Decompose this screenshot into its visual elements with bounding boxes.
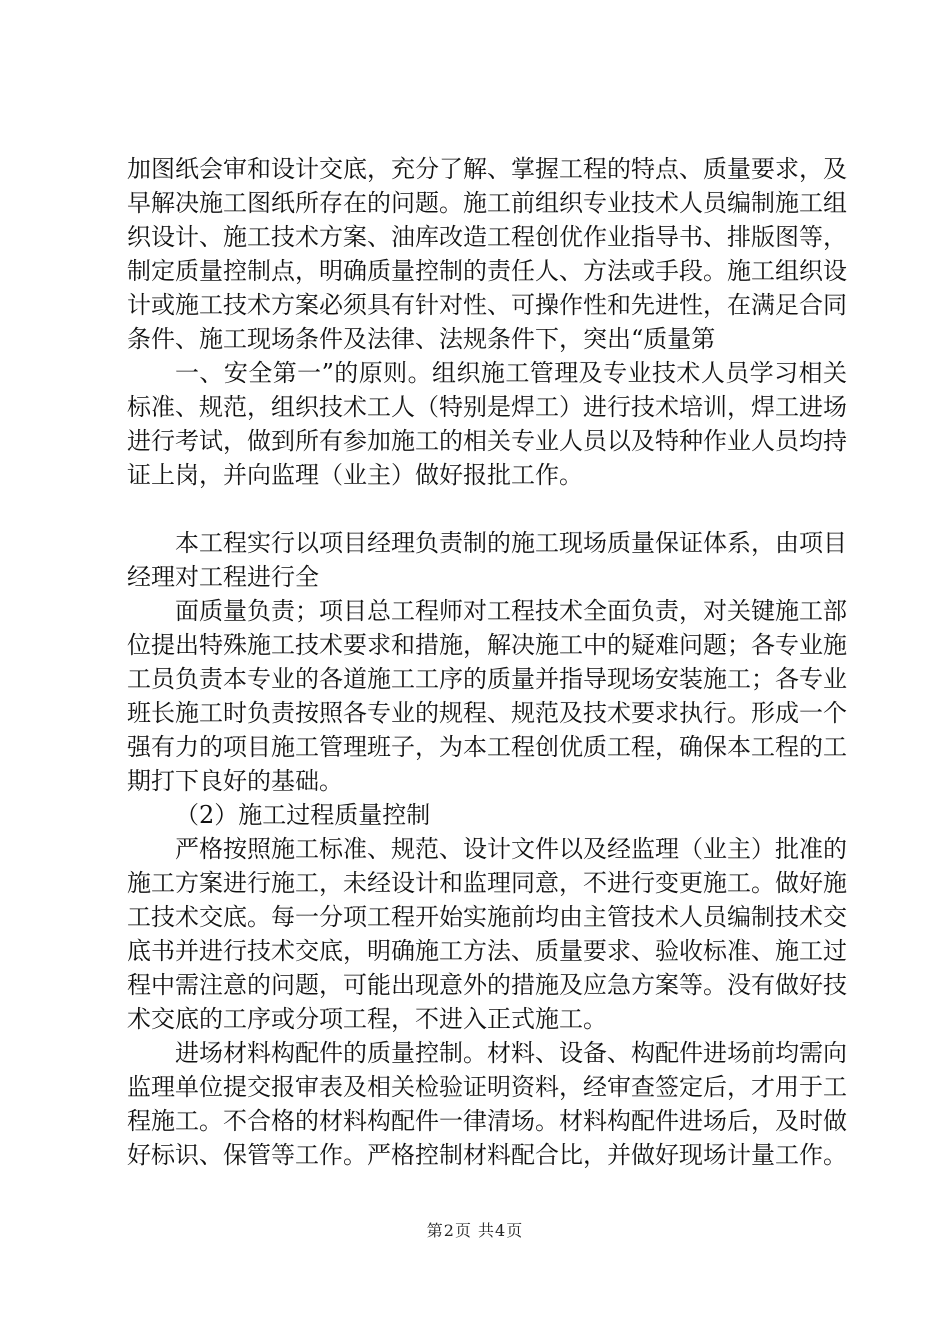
paragraph-responsibilities: 面质量负责；项目总工程师对工程技术全面负责，对关键施工部位提出特殊施工技术要求和措施，解决施工中的疑难问题；各专业施工员负责本专业的各道施工工序的质量并指导现场安装施工；各专业班长施工时负责按照各专业的规程、规范及技术要求执行。形成一个强有力的项目施工管理班子，为本工程创优质工程，确保本工程的工期打下良好的基础。: [127, 597, 847, 795]
section-heading-process-control: （2）施工过程质量控制: [175, 801, 431, 829]
paragraph-quality-system: 本工程实行以项目经理负责制的施工现场质量保证体系，由项目经理对工程进行全: [127, 529, 847, 591]
paragraph-materials-control: 进场材料构配件的质量控制。材料、设备、构配件进场前均需向监理单位提交报审表及相关检验证明资料，经审查签定后，才用于工程施工。不合格的材料构配件一律清场。材料构配件进场后，及时做好标识、保管等工作。严格控制材料配合比，并做好现场计量工作。: [127, 1039, 847, 1169]
paragraph-safety-first: 一、安全第一”的原则。组织施工管理及专业技术人员学习相关标准、规范，组织技术工人（特别是焊工）进行技术培训，焊工进场进行考试，做到所有参加施工的相关专业人员以及特种作业人员均持证上岗，并向监理（业主）做好报批工作。: [127, 359, 847, 489]
paragraph-drawing-review: 加图纸会审和设计交底，充分了解、掌握工程的特点、质量要求，及早解决施工图纸所存在的问题。施工前组织专业技术人员编制施工组织设计、施工技术方案、油库改造工程创优作业指导书、排版图等，制定质量控制点，明确质量控制的责任人、方法或手段。施工组织设计或施工技术方案必须具有针对性、可操作性和先进性，在满足合同条件、施工现场条件及法律、法规条件下，突出“质量第: [127, 155, 847, 353]
paragraph-construction-standards: 严格按照施工标准、规范、设计文件以及经监理（业主）批准的施工方案进行施工，未经设计和监理同意，不进行变更施工。做好施工技术交底。每一分项工程开始实施前均由主管技术人员编制技术交底书并进行技术交底，明确施工方法、质量要求、验收标准、施工过程中需注意的问题，可能出现意外的措施及应急方案等。没有做好技术交底的工序或分项工程，不进入正式施工。: [127, 835, 847, 1033]
page-number-footer: 第2页 共4页: [426, 1221, 524, 1240]
document-body: [127, 152, 847, 1172]
